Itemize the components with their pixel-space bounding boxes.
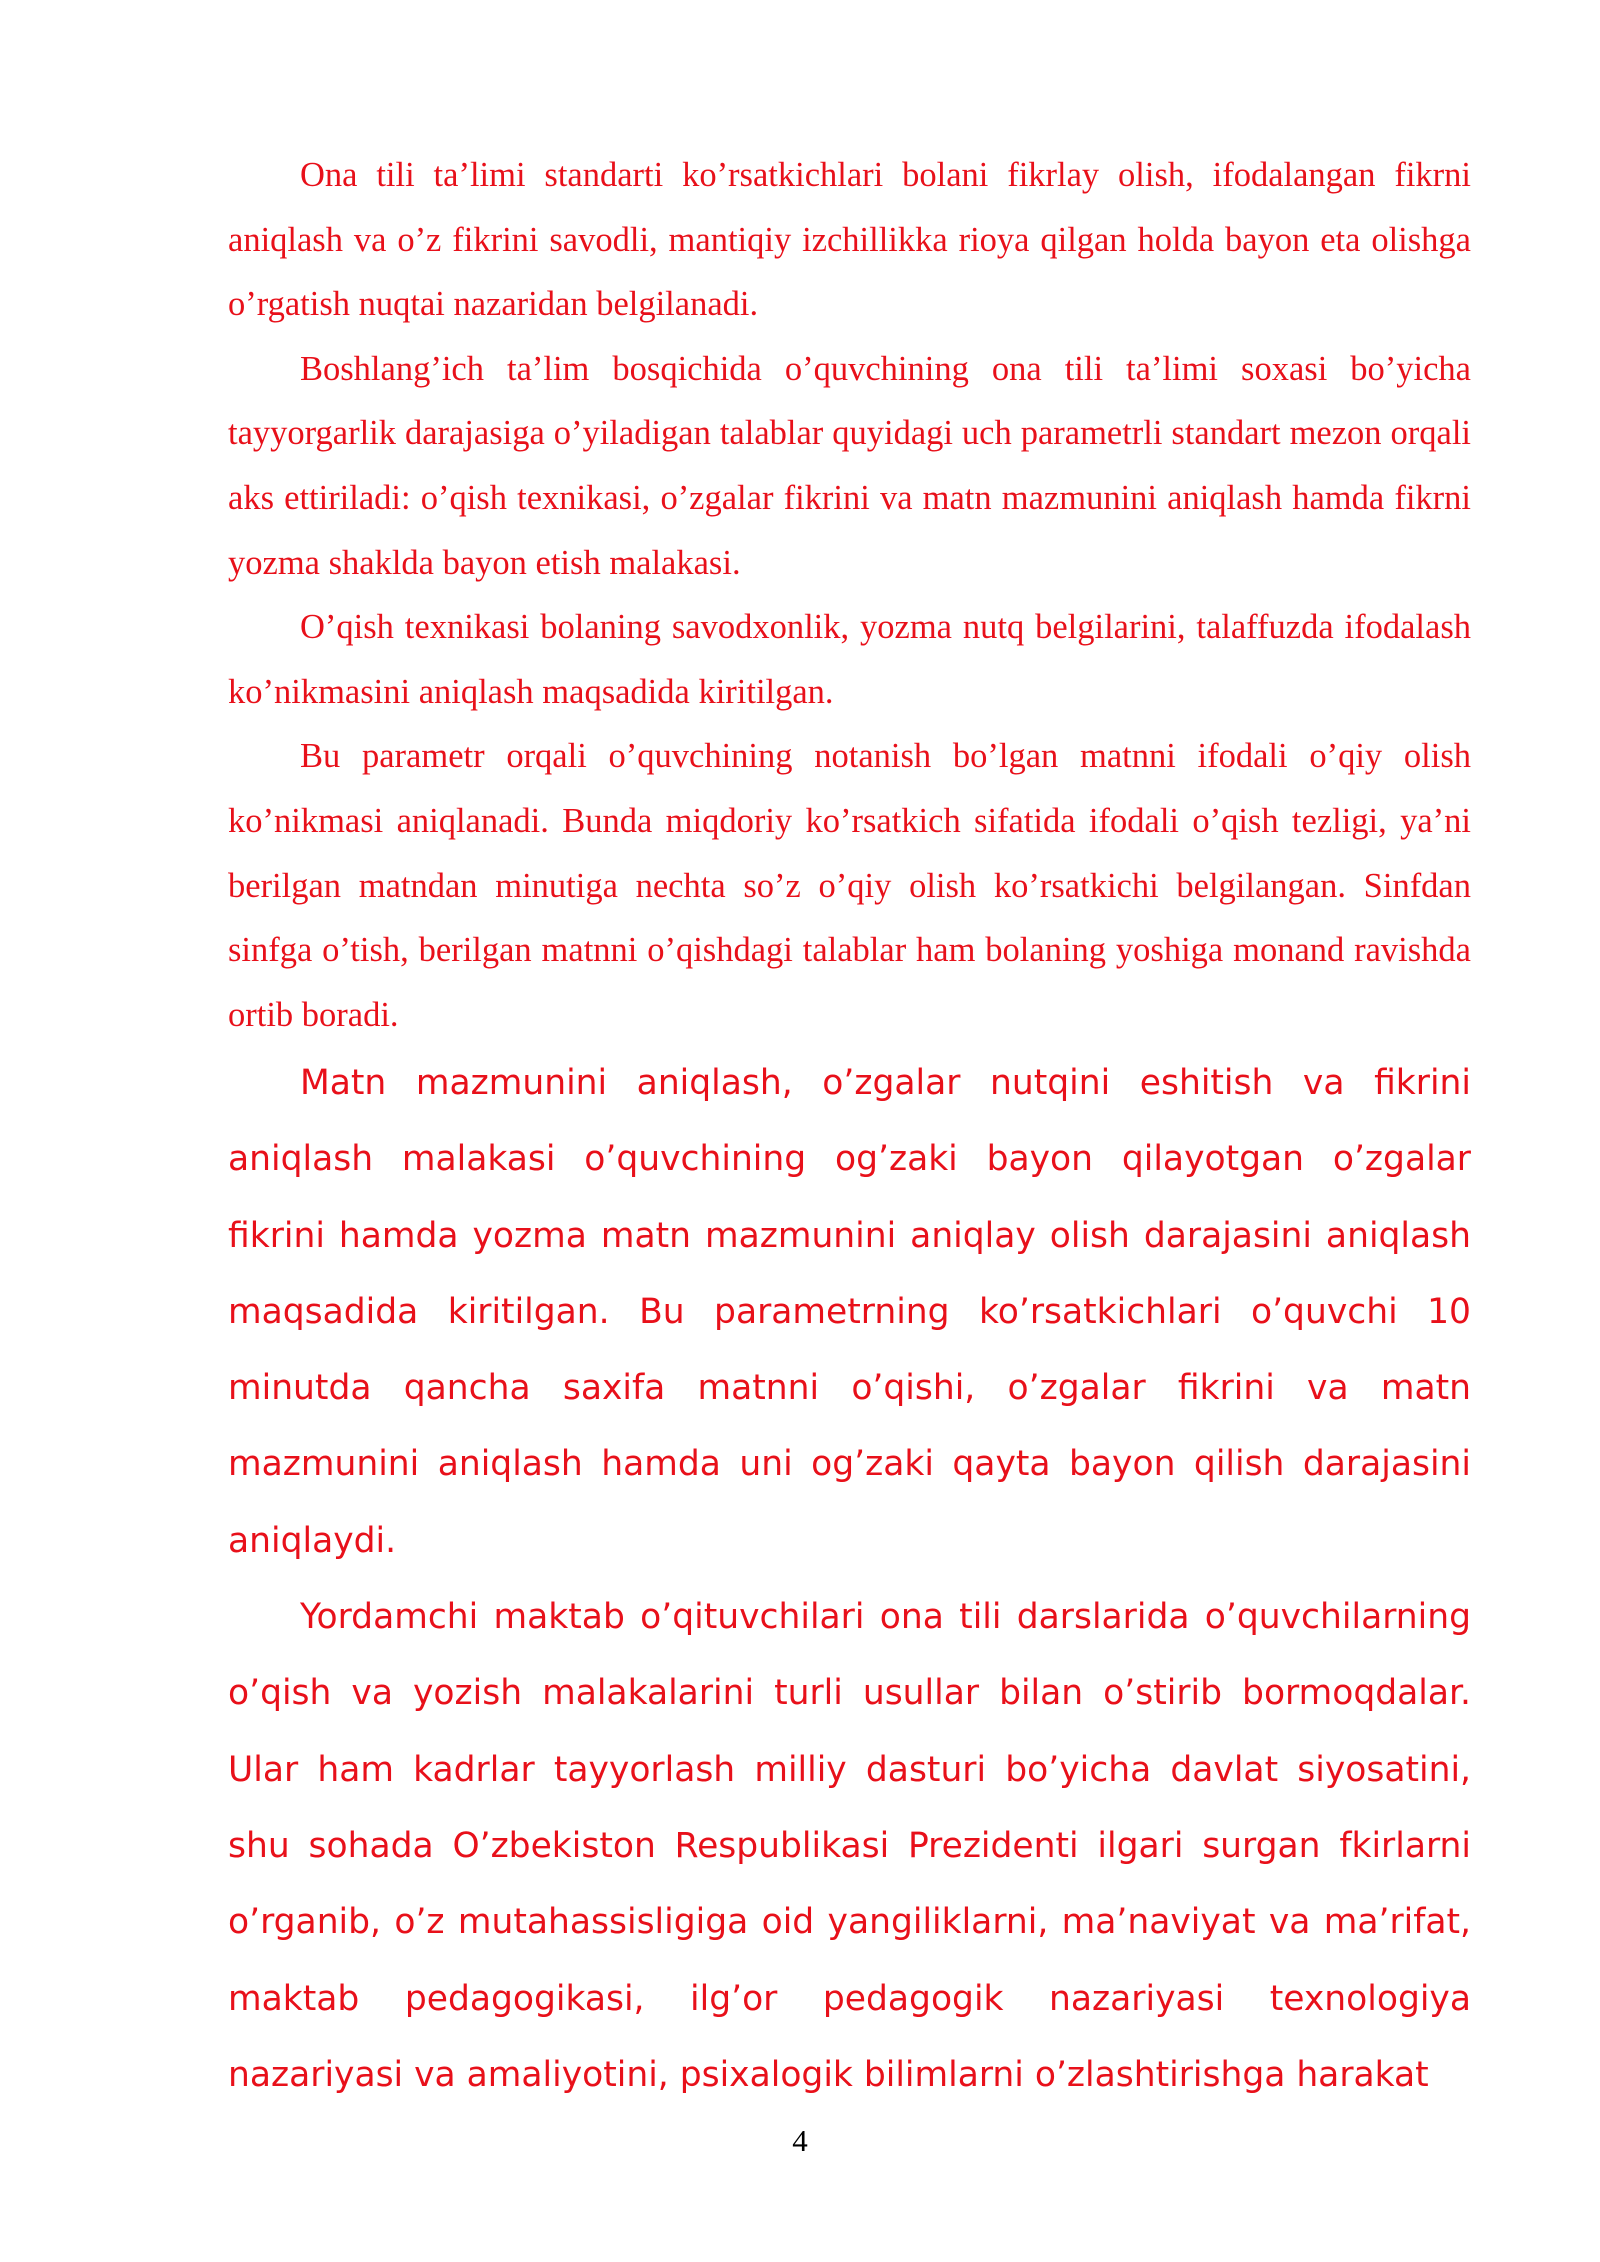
paragraph-primary-education-requirements: Boshlang’ich ta’lim bosqichida o’quvchining ona tili ta’limi soxasi bo’yicha tayyorgarlik darajasiga o’yiladigan talablar quyidagi uch parametrli standart mezon orqali aks ettiriladi: o’qish texnikasi, o’zgalar fikrini va matn mazmunini aniqlash hamda fikrni yozma shaklda bayon etish malakasi. xyxy=(228,349,1471,582)
paragraph-auxiliary-school-teachers: Yordamchi maktab o’qituvchilari ona tili darslarida o’quvchilarning o’qish va yozish malakalarini turli usullar bilan o’stirib bormoqdalar. Ular ham kadrlar tayyorlash milliy dasturi bo’yicha davlat siyosatini, shu sohada O’zbekiston Respublikasi Prezidenti ilgari surgan fkirlarni o’rganib, o’z mutahassisligiga oid yangiliklarni, ma’naviyat va ma’rifat, maktab pedagogikasi, ilg’or pedagogik nazariyasi texnologiya nazariyasi va amaliyotini, psixalogik bilimlarni o’zlashtirishga harakat xyxy=(228,1597,1471,2095)
paragraph-parameter-reading-speed: Bu parametr orqali o’quvchining notanish bo’lgan matnni ifodali o’qiy olish ko’nikmasi aniqlanadi. Bunda miqdoriy ko’rsatkich sifatida ifodali o’qish tezligi, ya’ni berilgan matndan minutiga nechta so’z o’qiy olish ko’rsatkichi belgilangan. Sinfdan sinfga o’tish, berilgan matnni o’qishdagi talablar ham bolaning yoshiga monand ravishda ortib boradi. xyxy=(228,737,1471,1034)
sans-text-block xyxy=(228,1045,1471,2113)
paragraph-text-comprehension: Matn mazmunini aniqlash, o’zgalar nutqini eshitish va fikrini aniqlash malakasi o’quvchining og’zaki bayon qilayotgan o’zgalar fikrini hamda yozma matn mazmunini aniqlay olish darajasini aniqlash maqsadida kiritilgan. Bu parametrning ko’rsatkichlari o’quvchi 10 minutda qancha saxifa matnni o’qishi, o’zgalar fikrini va matn mazmunini aniqlash hamda uni og’zaki qayta bayon qilish darajasini aniqlaydi. xyxy=(228,1063,1471,1561)
page-number: 4 xyxy=(792,2123,808,2158)
paragraph-standard-indicators: Ona tili ta’limi standarti ko’rsatkichlari bolani fikrlay olish, ifodalangan fikrni aniqlash va o’z fikrini savodli, mantiqiy izchillikka rioya qilgan holda bayon eta olishga o’rgatish nuqtai nazaridan belgilanadi. xyxy=(228,156,1471,324)
paragraph-reading-technique: O’qish texnikasi bolaning savodxonlik, yozma nutq belgilarini, talaffuzda ifodalash ko’nikmasini aniqlash maqsadida kiritilgan. xyxy=(228,608,1471,711)
serif-text-block xyxy=(228,143,1471,1047)
